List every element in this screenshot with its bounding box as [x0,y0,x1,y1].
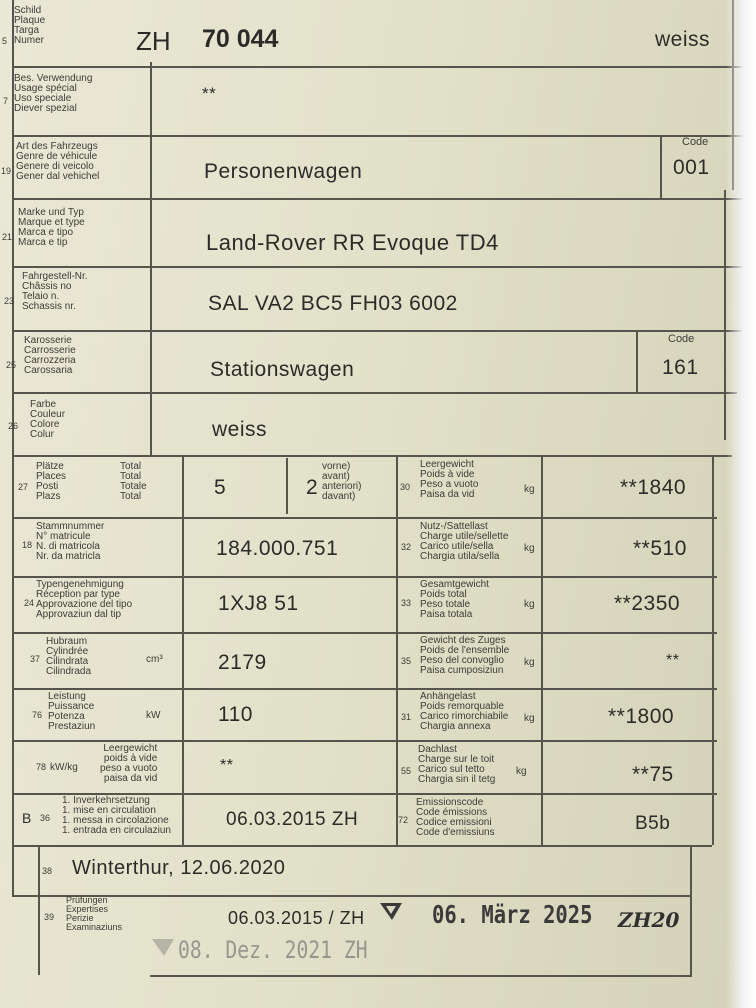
hline-r24 [12,576,717,578]
old-inspection-stamp: 08. Dez. 2021 ZH [178,936,368,964]
type-approval-value: 1XJ8 51 [218,592,299,615]
row-number: 21 [2,232,13,242]
row-number: 27 [18,482,29,492]
label-column-border [150,62,152,457]
field-labels: Plätze Places Posti Plazs [36,461,67,502]
field-labels: Marke und Typ Marque et type Marca e tipo Marca e tip [18,207,85,248]
row-number: 36 [40,813,51,823]
field-labels: Fahrgestell-Nr. Châssis no Telaio n. Schassis nr. [22,271,88,312]
make-model-value: Land-Rover RR Evoque TD4 [206,230,499,255]
power-value: 110 [218,703,253,726]
field-labels: Karosserie Carrosserie Carrozzeria Carossaria [24,335,76,376]
hline-bottom [150,975,692,977]
inspection-value: 06.03.2015 / ZH [228,908,365,928]
field-labels: Dachlast Charge sur le toit Carico sul tetto Chargia sin il tetg [418,744,496,785]
unit-label: kg [524,713,535,724]
row-number: 55 [401,766,412,776]
right-value-column-border [541,455,543,845]
field-labels: Leergewicht poids à vide peso a vuoto paisa da vid [100,743,158,784]
displacement-value: 2179 [218,651,267,674]
row-number: 19 [1,166,12,176]
code-box-r19-border [660,135,662,198]
unit-label: kg [516,766,527,777]
field-labels: Art des Fahrzeugs Genre de véhicule Genere di veicolo Gener dal vehichel [16,141,100,182]
unit-label: kg [524,657,535,668]
power-weight-prefix: kW/kg [50,762,78,773]
hline-r21 [12,198,752,200]
trailer-load-value: **1800 [608,705,675,728]
empty-weight-value: **1840 [620,476,687,499]
field-labels: 1. Inverkehrsetzung 1. mise en circulation 1. messa in circolazione 1. entrada en circulaziun [62,795,171,836]
row-number: 33 [401,598,412,608]
weight-label-border [182,455,184,845]
hline-r27 [12,455,732,457]
faded-stamp-icon [150,936,176,958]
chassis-number-value: SAL VA2 BC5 FH03 6002 [208,292,458,315]
r38-num-border [38,845,40,975]
row-number: 30 [400,482,411,492]
hline-r23 [12,266,747,268]
vehicle-type-code: 001 [673,156,710,179]
total-weight-value: **2350 [614,592,681,615]
body-type-value: Stationswagen [210,358,355,381]
places-front-value: 2 [306,476,319,499]
issue-place-date: Winterthur, 12.06.2020 [72,857,286,879]
row-number: 5 [2,36,8,46]
field-labels: Gewicht des Zuges Poids de l'ensemble Peso del convoglio Paisa cumposiziun [420,635,510,676]
row-number: 7 [3,96,9,106]
color-value: weiss [212,418,268,441]
stamp-icon [378,900,404,922]
field-labels: Leergewicht Poids à vide Peso a vuoto Paisa da vid [420,459,479,500]
field-labels: Bes. Verwendung Usage spécial Uso speciale Diever spezial [14,73,93,114]
hline-r7 [12,66,756,68]
special-use-value: ** [202,84,217,103]
train-weight-value: ** [666,652,680,669]
power-weight-value: ** [220,757,234,774]
unit-label: kg [524,484,535,495]
mid-column-border [396,455,398,845]
field-labels: Gesamtgewicht Poids total Peso totale Paisa totala [420,579,489,620]
emission-code-value: B5b [635,813,671,834]
unit-label: kg [524,599,535,610]
row-number: 37 [30,654,41,664]
total-labels: Total Total Totale Total [120,461,147,502]
unit-label: kg [524,543,535,554]
row-number: 35 [401,656,412,666]
places-front-border [286,458,288,514]
code-label: Code [682,136,709,148]
row-number: 31 [401,712,412,722]
inspection-stamp: 06. März 2025 [432,900,593,929]
hline-r19 [12,135,756,137]
row-number: 18 [22,540,33,550]
roof-load-value: **75 [632,763,674,786]
row-number: 24 [24,598,35,608]
inspector-initials: ZH20 [615,908,682,932]
hline-r78 [12,740,717,742]
field-labels: Farbe Couleur Colore Colur [30,399,66,440]
field-labels: Anhängelast Poids remorquable Carico rimorchiabile Chargia annexa [420,691,509,732]
payload-value: **510 [633,537,687,560]
hline-r26 [12,392,737,394]
hline-r38 [12,845,712,847]
field-labels: Nutz-/Sattellast Charge utile/sellette Carico utile/sella Chargia utila/sella [420,521,509,562]
places-total-value: 5 [214,476,227,499]
row-number: 32 [401,542,412,552]
row-number: 38 [42,866,53,876]
code-box-r25-border [636,330,638,392]
hline-r18 [12,517,717,519]
plate-color: weiss [655,28,711,51]
field-labels: Typengenehmigung Réception par type Approvazione del tipo Approvaziun dal tip [36,579,133,620]
vehicle-type-value: Personenwagen [204,160,363,183]
field-labels: Schild Plaque Targa Numer [14,5,46,46]
code-label: Code [668,333,695,345]
body-type-code: 161 [662,356,699,379]
row-number: 78 [36,762,47,772]
field-labels: Emissionscode Code émissions Codice emissioni Code d'emissiuns [416,797,495,838]
first-registration-value: 06.03.2015 ZH [226,809,359,830]
right-border-bottom [712,455,714,845]
screen-glare [726,0,756,1008]
row-number: 76 [32,710,43,720]
field-labels: Stammnummer N° matricule N. di matricola Nr. da matricla [36,521,105,562]
row-number: 72 [398,815,409,825]
hline-r25 [12,330,742,332]
row-number: 23 [4,296,15,306]
unit-label: kW [146,710,161,721]
front-labels: vorne) avant) anteriori) davant) [322,461,362,502]
row-number: 25 [6,360,17,370]
field-labels: Leistung Puissance Potenza Prestaziun [48,691,96,732]
master-number-value: 184.000.751 [216,537,339,560]
row-number: 26 [8,421,19,431]
right-border-foot [690,845,692,975]
row-number: 39 [44,912,55,922]
field-labels: Hubraum Cylindrée Cilindrata Cilindrada [46,636,92,677]
hline-r76 [12,688,717,690]
category-letter: B [22,810,32,826]
field-labels: Prüfungen Expertises Perizie Examinaziuns [66,895,123,932]
plate-canton: ZH [136,26,171,56]
hline-r37 [12,632,717,634]
plate-number: 70 044 [202,25,279,53]
unit-label: cm³ [146,654,163,665]
